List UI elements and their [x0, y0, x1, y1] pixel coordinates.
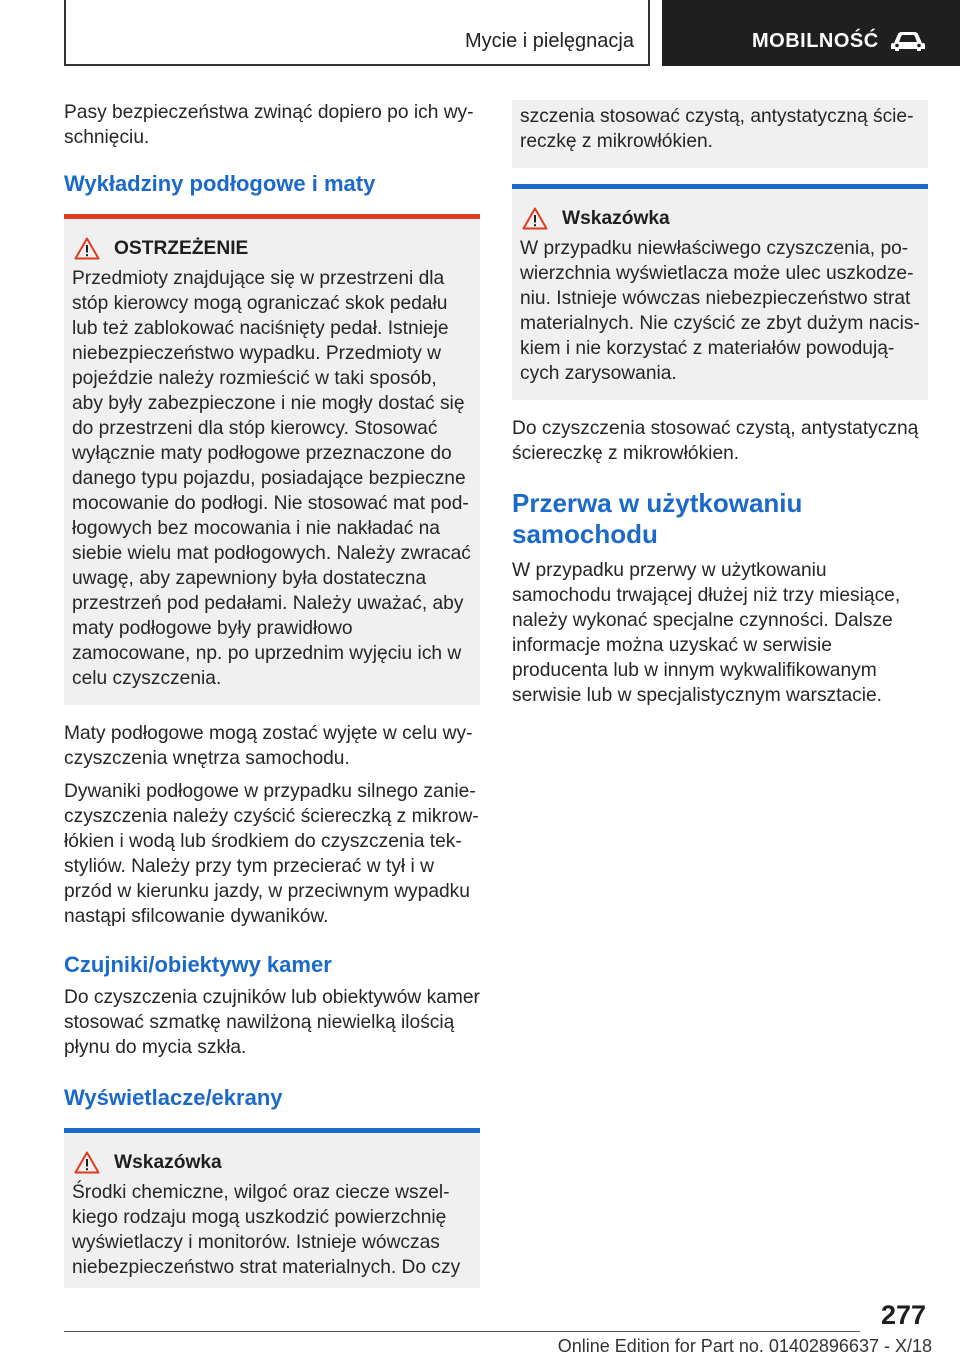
page-number: 277	[880, 1300, 926, 1330]
note-box-2	[512, 184, 928, 400]
note-text: Środki chemiczne, wilgoć oraz ciecze wszelkiego rodzaju mogą uszkodzić powierzchnię wyświetlaczy i monitorów. Istnieje wówczas niebezpieczeństwo strat materialnych. Do czy	[72, 1182, 461, 1278]
warning-triangle-icon	[74, 1151, 100, 1174]
warning-title: OSTRZEŻENIE	[114, 237, 249, 259]
header-section-title: Mycie i pielęgnacja	[465, 30, 634, 52]
note-text-continued: szczenia stosować czystą, antystatyczną ściereczkę z mikrowłókien.	[520, 106, 914, 152]
cleaning-paragraph: Do czyszczenia stosować czystą, antystatyczną ściereczkę z mikrowłókien.	[512, 418, 919, 464]
note-box-header	[72, 1133, 472, 1174]
warning-triangle-icon	[74, 237, 100, 260]
heading-floor-mats: Wykładziny podłogowe i maty	[64, 171, 376, 196]
note-2-title: Wskazówka	[562, 207, 670, 229]
mats-paragraph-1: Maty podłogowe mogą zostać wyjęte w celu wyczyszczenia wnętrza samochodu.	[64, 723, 473, 769]
left-column	[64, 100, 480, 1304]
warning-triangle-icon	[522, 207, 548, 230]
right-column	[512, 100, 928, 716]
warning-text: Przedmioty znajdujące się w przestrzeni dla stóp kierowcy mogą ograniczać skok pedału lub też zablokować naciśnięty pedał. Istnieje niebezpieczeństwo wypadku. Przedmioty w pojeździe należy rozmieścić w taki sposób, aby były zabezpieczone i nie mogły dostać się do przestrzeni dla stóp kierowcy. Stosować wyłącznie maty podłogowe przeznaczone do danego typu pojazdu, posiadające bezpieczne mocowanie do podłogi. Nie stosować mat podłogowych bez mocowania i nie nakładać na siebie wielu mat podłogowych. Należy zwracać uwagę, aby zapewniony była dostateczna przestrzeń pod pedałami. Należy uważać, aby maty podłogowe były prawidłowo zamocowane, np. po uprzednim wyjęciu ich w celu czyszczenia.	[72, 268, 471, 689]
heading-displays: Wyświetlacze/ekrany	[64, 1085, 283, 1110]
heading-vehicle-pause: Przerwa w użytkowaniu samochodu	[512, 488, 803, 549]
page-header	[0, 0, 960, 66]
car-icon	[890, 29, 926, 53]
sensors-paragraph: Do czyszczenia czujników lub obiektywów kamer stosować szmatkę nawilżoną niewielką ilością płynu do mycia szkła.	[64, 987, 480, 1058]
intro-paragraph: Pasy bezpieczeństwa zwinąć dopiero po ich wyschnięciu.	[64, 102, 474, 148]
header-chapter-box	[662, 0, 960, 66]
header-section-box	[64, 0, 650, 66]
footer-edition: Online Edition for Part no. 01402896637 - X/18	[557, 1336, 932, 1356]
footer-divider	[64, 1331, 860, 1332]
note-title: Wskazówka	[114, 1151, 222, 1173]
note-box	[64, 1128, 480, 1288]
vehicle-pause-paragraph: W przypadku przerwy w użytkowaniu samochodu trwającej dłużej niż trzy miesiące, należy wykonać specjalne czynności. Dalsze informacje można uzyskać w serwisie producenta lub w innym wykwalifikowanym serwisie lub w specjalistycznym warsztacie.	[512, 560, 901, 706]
note-box-2-header	[520, 189, 920, 230]
warning-box-header	[72, 219, 472, 260]
heading-sensors: Czujniki/obiektywy kamer	[64, 952, 332, 977]
warning-box	[64, 214, 480, 705]
header-chapter-title: MOBILNOŚĆ	[752, 30, 879, 52]
note-box-continued	[512, 100, 928, 168]
note-2-text: W przypadku niewłaściwego czyszczenia, powierzchnia wyświetlacza może ulec uszkodzeniu. Istnieje wówczas niebezpieczeństwo strat materialnych. Nie czyścić ze zbyt dużym naciskiem i nie korzystać z materiałów powodujących zarysowania.	[520, 238, 920, 384]
mats-paragraph-2: Dywaniki podłogowe w przypadku silnego zanieczyszczenia należy czyścić ściereczką z mikrowłókien i wodą lub środkiem do czyszczenia tekstyliów. Należy przy tym przecierać w tył i w przód w kierunku jazdy, w przeciwnym wypadku nastąpi sfilcowanie dywaników.	[64, 781, 479, 927]
